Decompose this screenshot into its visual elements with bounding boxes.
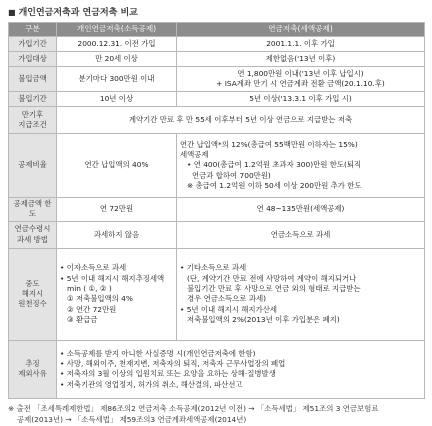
list-item: • 저축기관의 영업정지, 허가의 취소, 해산결의, 파산선고 <box>60 379 243 389</box>
label-line: 원천징수 <box>18 299 47 309</box>
label-line: 제외사유 <box>18 369 47 379</box>
cell-line: • 기타소득으로 과세 <box>180 263 247 273</box>
table-row <box>9 134 425 198</box>
list-item: • 저축자의 3월 이상의 입원치료 또는 요양을 요하는 상해·질병발생 <box>60 369 276 379</box>
cell-line: • 5년 이내 해지시 해지추징세액 <box>60 273 165 283</box>
table-row <box>9 52 425 67</box>
table-cell: 2000.12.31. 이전 가입 <box>57 37 177 52</box>
row-label: 불입금액 <box>9 67 57 92</box>
cell-line: ※ 총급여 1.2억원 이하 50세 이상 200만원 추가 한도 <box>187 181 362 191</box>
comparison-table <box>8 22 425 399</box>
cell-line: min ( ①, ② ) <box>67 283 112 293</box>
label-line: 연금수령시 <box>14 224 51 234</box>
cell-line: ② 연간 72만원 <box>67 304 117 314</box>
list-item: • 소득공제를 받지 아니한 사실증명 시(개인연금저축에 한함) <box>60 348 256 358</box>
table-cell <box>177 67 425 92</box>
label-line: 해지시 <box>21 289 44 299</box>
table-row <box>9 248 425 340</box>
table-row <box>9 37 425 52</box>
table-row <box>9 198 425 222</box>
table-cell <box>57 340 425 398</box>
table-row <box>9 92 425 107</box>
row-label: 공제금액 한도 <box>9 198 57 222</box>
table-row <box>9 221 425 248</box>
section-title-text: 개인연금저축과 연금저축 비교 <box>18 7 138 18</box>
table-cell: 10년 이상 <box>57 92 177 107</box>
table-cell: 과세하지 않음 <box>57 221 177 248</box>
table-cell: 분기마다 300만원 이내 <box>57 67 177 92</box>
table-cell: 만 20세 이상 <box>57 52 177 67</box>
row-label <box>9 107 57 134</box>
table-cell: 계약기간 만료 후 만 55세 이후부터 5년 이상 연금으로 지급받는 저축 <box>57 107 425 134</box>
cell-line: • 연 400(총급여 1.2억원 초과자 300)만원 한도(퇴직 <box>187 160 362 170</box>
row-label: 가입기간 <box>9 37 57 52</box>
list-item: • 사망, 해외이주, 천재지변, 저축자의 퇴직, 저축자 근무사업장의 폐업 <box>60 358 286 368</box>
table-cell: 연간 납입액의 40% <box>57 134 177 198</box>
cell-line: ③ 환급금 <box>67 314 98 324</box>
row-label: 공제비율 <box>9 134 57 198</box>
table-cell: 연금소득으로 과세 <box>177 221 425 248</box>
label-line: 지급조건 <box>18 120 47 129</box>
label-line: 중도 <box>25 278 40 288</box>
cell-line: 연간 납입액*의 12%(총급여 55백만원 이하자는 15%) <box>180 139 358 149</box>
row-label: 불입기간 <box>9 92 57 107</box>
cell-line: 연 1,800만원 이내('13년 이후 납입시) <box>237 68 364 78</box>
row-label <box>9 340 57 398</box>
label-line: 만기후 <box>21 109 44 119</box>
source-note-line: ※ 출전 「조세특례제한법」 제86조의2 연금저축 소득공제(2012년 이전) → 「소득세법」 제51조의 3 연금보험료 <box>8 403 379 413</box>
row-label <box>9 248 57 340</box>
table-header-row <box>9 23 425 37</box>
cell-line: 세액공제 <box>180 149 209 159</box>
cell-line: 불입기간 만료 후 사망으로 연금 외의 형태로 지급받는 <box>187 283 361 293</box>
row-label: 가입대상 <box>9 52 57 67</box>
label-line: 과세 방법 <box>17 234 48 244</box>
cell-line: 연금과 합하여 700만원) <box>192 170 271 180</box>
table-cell: 제한없음('13년 이후) <box>177 52 425 67</box>
cell-line: 경우 연금소득으로 과세) <box>187 294 266 304</box>
header-personal-pension: 개인연금저축(소득공제) <box>57 23 177 37</box>
table-cell: 연 72만원 <box>57 198 177 222</box>
cell-line: + ISA계좌 만기 시 연금계좌 전환 금액(20.1.10.후) <box>216 79 385 88</box>
cell-line: ① 저축불입액의 4% <box>67 294 133 304</box>
table-row <box>9 67 425 92</box>
label-line: 추징 <box>25 358 40 368</box>
cell-line: • 이자소득으로 과세 <box>60 263 127 273</box>
table-cell <box>57 248 177 340</box>
table-row <box>9 107 425 134</box>
row-label <box>9 221 57 248</box>
source-note <box>8 403 424 425</box>
table-cell: 2001.1.1. 이후 가입 <box>177 37 425 52</box>
table-cell: 5년 이상('13.3.1 이후 가입 시) <box>177 92 425 107</box>
table-row <box>9 340 425 398</box>
square-bullet-icon: ■ <box>8 8 16 18</box>
section-title <box>8 4 424 22</box>
source-note-line: 공제(2013년) → 「소득세법」 제59조의3 연금계좌세액공제(2014년) <box>17 414 247 424</box>
cell-line: • 5년 이내 해지시 해지가산세 <box>180 304 277 314</box>
table-cell: 연 48~135만원(세액공제) <box>177 198 425 222</box>
header-pension-savings: 연금저축(세액공제) <box>177 23 425 37</box>
cell-line: 저축불입액의 2%(2013년 이후 가입분은 폐지) <box>187 314 340 324</box>
table-cell <box>177 248 425 340</box>
table-cell <box>177 134 425 198</box>
cell-line: (단, 계약기간 만료 전에 사망하여 계약이 해지되거나 <box>187 273 357 283</box>
header-category: 구분 <box>9 23 57 37</box>
